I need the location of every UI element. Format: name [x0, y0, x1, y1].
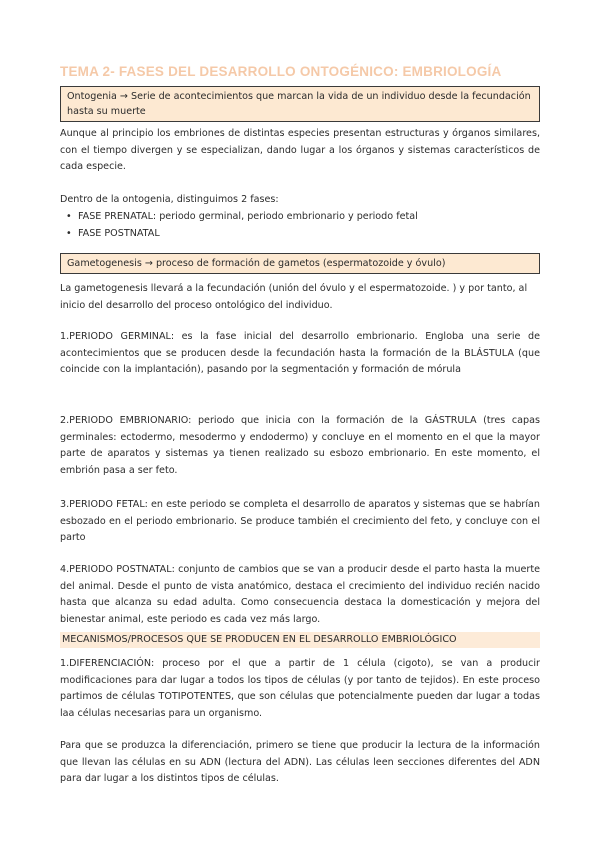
bullet-icon: • [66, 211, 72, 222]
page-title: TEMA 2- FASES DEL DESARROLLO ONTOGÉNICO: EMBRIOLOGÍA [60, 64, 502, 79]
gametogenesis-paragraph: La gametogenesis llevará a la fecundación (unión del óvulo y el espermatozoide. ) y por tanto, al inicio del desarrollo del proceso ontológico del individuo. [60, 283, 528, 311]
list-item: • FASE POSTNATAL [78, 226, 558, 243]
list-item: • FASE PRENATAL: periodo germinal, periodo embrionario y periodo fetal [78, 209, 558, 226]
fases-list [60, 209, 558, 242]
periodo-fetal-paragraph: 3.PERIODO FETAL: en este periodo se completa el desarrollo de aparatos y sistemas que se habrían esbozado en el periodo embrionario. Se produce también el crecimiento del feto, y concluye con el parto [60, 499, 540, 543]
periodo-germinal-paragraph: 1.PERIODO GERMINAL: es la fase inicial del desarrollo embrionario. Engloba una serie de acontecimientos que se producen desde la fecundación hasta la formación de la BLÁSTULA (que coincide con la implantación), pasando por la segmentación y formación de mórula [60, 331, 540, 375]
fases-intro: Dentro de la ontogenia, distinguimos 2 fases: [60, 194, 279, 205]
periodo-embrionario-paragraph: 2.PERIODO EMBRIONARIO: periodo que inicia con la formación de la GÁSTRULA (tres capas germinales: ectodermo, mesodermo y endodermo) y concluye en el momento en el que la mayor parte de aparatos y sistemas ya tienen realizado su esbozo embrionario. En este momento, el embrión pasa a ser feto. [60, 415, 540, 476]
mecanismos-heading: MECANISMOS/PROCESOS QUE SE PRODUCEN EN EL DESARROLLO EMBRIOLÓGICO [60, 632, 540, 648]
intro-paragraph: Aunque al principio los embriones de distintas especies presentan estructuras y órganos similares, con el tiempo divergen y se especializan, dando lugar a los órganos y sistemas característicos de cada especie. [60, 128, 540, 172]
periodo-postnatal-paragraph: 4.PERIODO POSTNATAL: conjunto de cambios que se van a producir desde el parto hasta la muerte del animal. Desde el punto de vista anatómico, destaca el crecimiento del individuo recién nacido hasta que alcanza su edad adulta. Como consecuencia destaca la domesticación y mejora del bienestar animal, este periodo es cada vez más largo. [60, 564, 540, 625]
ontogenia-definition-box: Ontogenia → Serie de acontecimientos que marcan la vida de un individuo desde la fecundación hasta su muerte [60, 86, 540, 122]
gametogenesis-definition-box: Gametogenesis → proceso de formación de gametos (espermatozoide y óvulo) [60, 253, 540, 274]
diferenciacion-continuation-paragraph: Para que se produzca la diferenciación, primero se tiene que producir la lectura de la información que llevan las células en su ADN (lectura del ADN). Las células leen secciones diferentes del ADN para dar lugar a los distintos tipos de células. [60, 740, 540, 784]
diferenciacion-paragraph: 1.DIFERENCIACIÓN: proceso por el que a partir de 1 célula (cigoto), se van a producir modificaciones para dar lugar a todos los tipos de células (y por tanto de tejidos). En este proceso partimos de células TOTIPOTENTES, que son células que potencialmente pueden dar lugar a todas laa células necesarias para un organismo. [60, 658, 540, 719]
bullet-icon: • [66, 227, 72, 239]
